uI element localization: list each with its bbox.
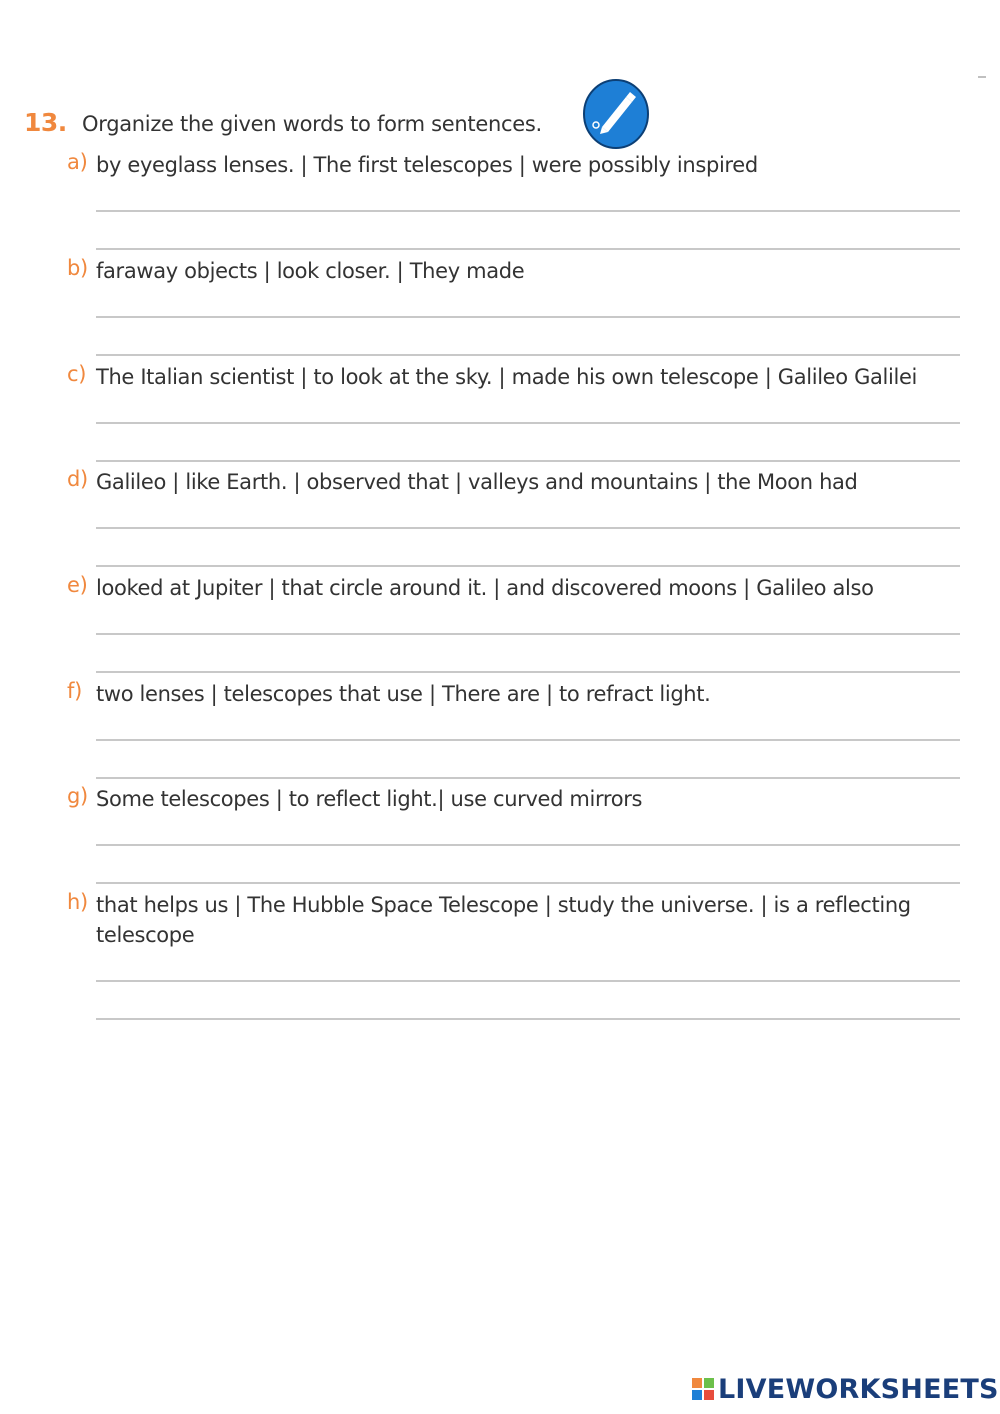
answer-line[interactable] [96, 460, 960, 462]
answer-line[interactable] [96, 210, 960, 212]
answer-line[interactable] [96, 248, 960, 250]
liveworksheets-logo-icon [692, 1378, 714, 1400]
answer-line[interactable] [96, 980, 960, 982]
answer-line[interactable] [96, 565, 960, 567]
item-words: Galileo | like Earth. | observed that | valleys and mountains | the Moon had [96, 470, 858, 494]
item-words: The Italian scientist | to look at the sky. | made his own telescope | Galileo Galilei [96, 365, 918, 389]
item-letter: d) [67, 467, 88, 491]
answer-line[interactable] [96, 422, 960, 424]
answer-line[interactable] [96, 633, 960, 635]
corner-mark [978, 76, 986, 78]
item-words: two lenses | telescopes that use | There are | to refract light. [96, 682, 711, 706]
item-words: that helps us | The Hubble Space Telescope | study the universe. | is a reflecting telescope [96, 893, 911, 947]
item-words: faraway objects | look closer. | They made [96, 259, 525, 283]
answer-line[interactable] [96, 882, 960, 884]
item-words: by eyeglass lenses. | The first telescopes | were possibly inspired [96, 153, 758, 177]
item-letter: f) [67, 679, 82, 703]
item-words: looked at Jupiter | that circle around it. | and discovered moons | Galileo also [96, 576, 874, 600]
answer-line[interactable] [96, 739, 960, 741]
answer-line[interactable] [96, 777, 960, 779]
item-letter: a) [67, 150, 88, 174]
answer-line[interactable] [96, 354, 960, 356]
answer-line[interactable] [96, 1018, 960, 1020]
answer-line[interactable] [96, 844, 960, 846]
item-letter: h) [67, 890, 88, 914]
exercise-number: 13. [24, 108, 67, 137]
item-words: Some telescopes | to reflect light.| use curved mirrors [96, 787, 643, 811]
footer-brand [692, 1372, 999, 1406]
answer-line[interactable] [96, 527, 960, 529]
item-letter: c) [67, 362, 87, 386]
item-letter: b) [67, 256, 88, 280]
answer-line[interactable] [96, 316, 960, 318]
item-letter: g) [67, 784, 88, 808]
exercise-instruction: Organize the given words to form sentences. [82, 112, 542, 136]
brand-name: LIVEWORKSHEETS [718, 1373, 999, 1405]
answer-line[interactable] [96, 671, 960, 673]
pencil-icon [582, 77, 650, 149]
item-letter: e) [67, 573, 88, 597]
